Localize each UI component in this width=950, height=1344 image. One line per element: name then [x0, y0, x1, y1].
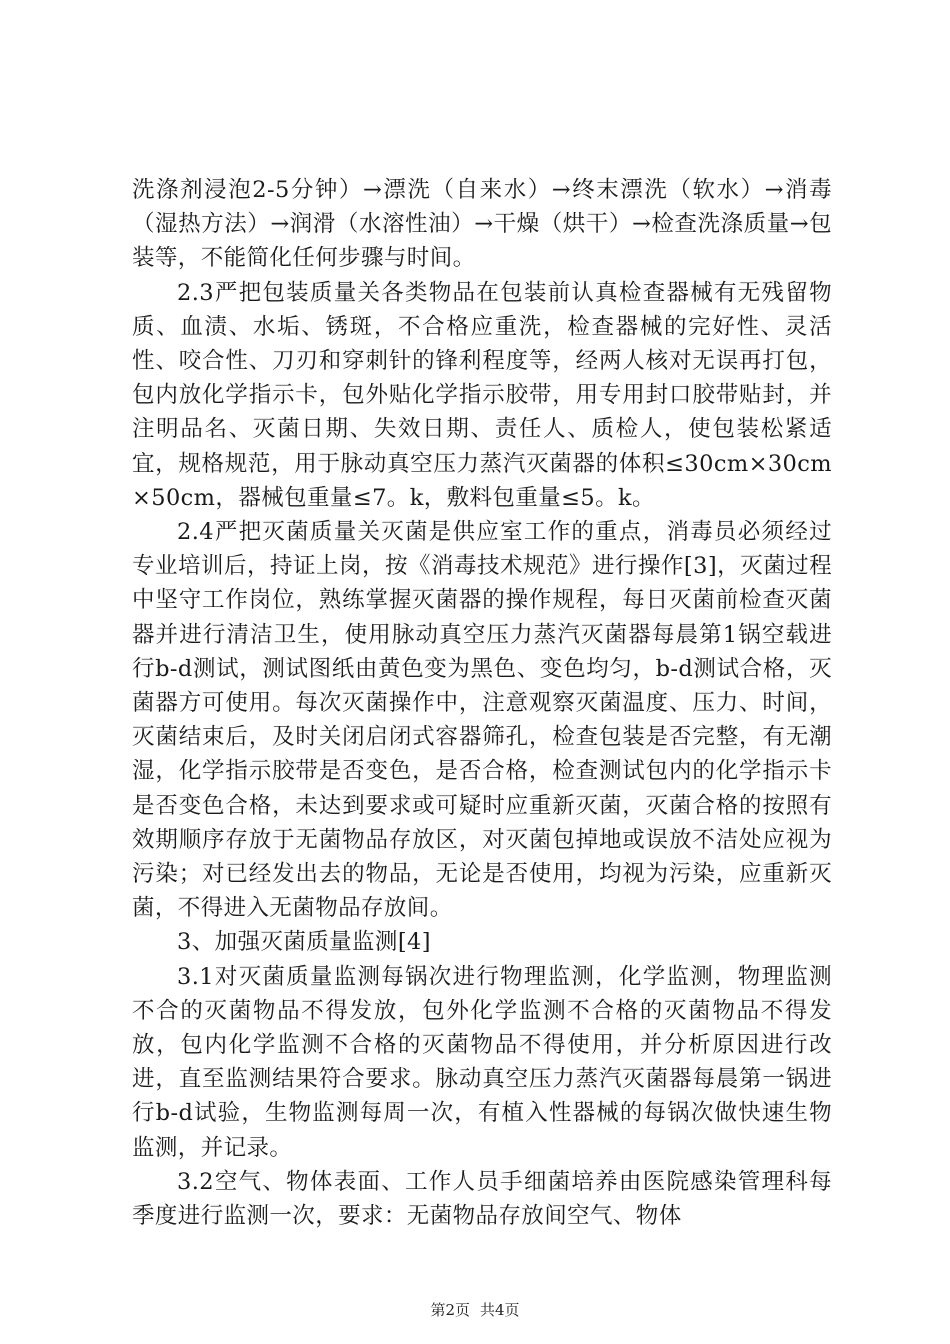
paragraph-2-4-sterilization: 2.4严把灭菌质量关灭菌是供应室工作的重点，消毒员必须经过专业培训后，持证上岗，按《消毒技术规范》进行操作[3]，灭菌过程中坚守工作岗位，熟练掌握灭菌器的操作规程，每日灭菌前检查灭菌器并进行清洁卫生，使用脉动真空压力蒸汽灭菌器每晨第1锅空载进行b-d测试，测试图纸由黄色变为黑色、变色均匀，b-d测试合格，灭菌器方可使用。每次灭菌操作中，注意观察灭菌温度、压力、时间，灭菌结束后，及时关闭启闭式容器筛孔，检查包装是否完整，有无潮湿，化学指示胶带是否变色，是否合格，检查测试包内的化学指示卡是否变色合格，未达到要求或可疑时应重新灭菌，灭菌合格的按照有效期顺序存放于无菌物品存放区，对灭菌包掉地或误放不洁处应视为污染；对已经发出去的物品，无论是否使用，均视为污染，应重新灭菌，不得进入无菌物品存放间。	[132, 519, 832, 922]
body-text	[132, 173, 832, 1233]
section-heading-3: 3、加强灭菌质量监测[4]	[177, 929, 431, 956]
page-footer	[0, 1300, 950, 1320]
page-total: 共4页	[480, 1301, 520, 1319]
paragraph-2-3-packaging: 2.3严把包装质量关各类物品在包装前认真检查器械有无残留物质、血渍、水垢、锈斑，不合格应重洗，检查器械的完好性、灵活性、咬合性、刀刃和穿刺针的锋利程度等，经两人核对无误再打包，包内放化学指示卡，包外贴化学指示胶带，用专用封口胶带贴封，并注明品名、灭菌日期、失效日期、责任人、质检人，使包装松紧适宜，规格规范，用于脉动真空压力蒸汽灭菌器的体积≤30cm×30cm×50cm，器械包重量≤7。k，敷料包重量≤5。k。	[132, 279, 832, 511]
paragraph-continuation: 洗涤剂浸泡2-5分钟）→漂洗（自来水）→终末漂洗（软水）→消毒（湿热方法）→润滑（水溶性油）→干燥（烘干）→检查洗涤质量→包装等，不能简化任何步骤与时间。	[132, 177, 832, 272]
page-number: 第2页	[430, 1301, 470, 1319]
paragraph-3-1-monitoring: 3.1对灭菌质量监测每锅次进行物理监测，化学监测，物理监测不合的灭菌物品不得发放，包外化学监测不合格的灭菌物品不得发放，包内化学监测不合格的灭菌物品不得使用，并分析原因进行改进，直至监测结果符合要求。脉动真空压力蒸汽灭菌器每晨第一锅进行b-d试验，生物监测每周一次，有植入性器械的每锅次做快速生物监测，并记录。	[132, 963, 832, 1161]
paragraph-3-2-bacteria: 3.2空气、物体表面、工作人员手细菌培养由医院感染管理科每季度进行监测一次，要求：无菌物品存放间空气、物体	[132, 1168, 832, 1230]
